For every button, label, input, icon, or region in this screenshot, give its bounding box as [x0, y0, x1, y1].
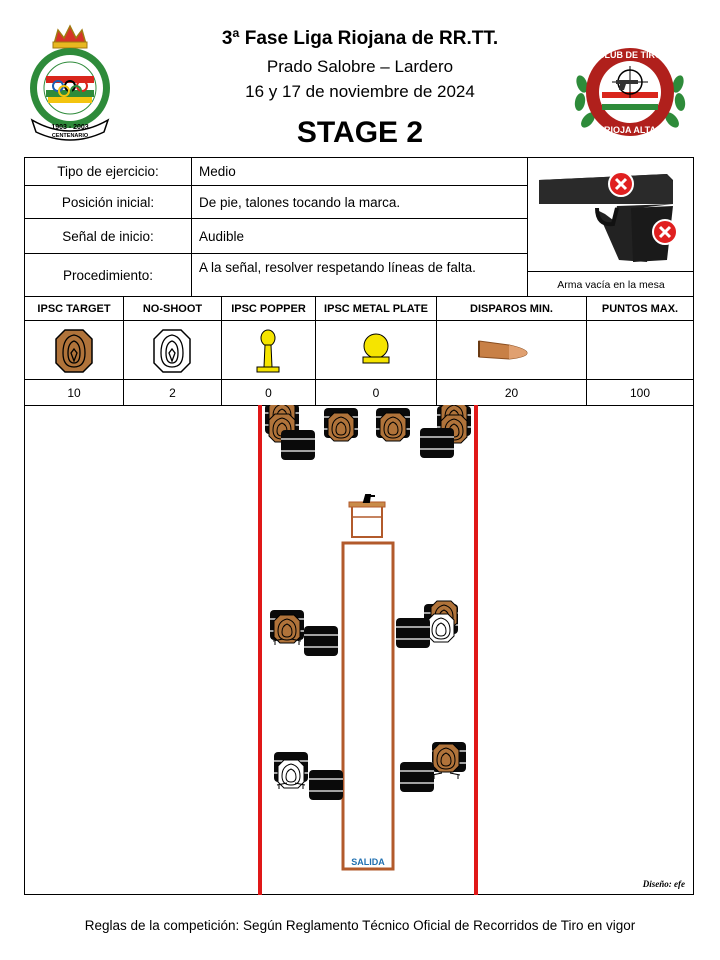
header-no-shoot: NO-SHOOT: [142, 303, 203, 315]
header-disparos: DISPAROS MIN.: [470, 303, 553, 315]
pistol-icon: [535, 164, 685, 268]
info-label-posicion: Posición inicial:: [61, 194, 155, 210]
event-dates: 16 y 17 de noviembre de 2024: [245, 82, 475, 101]
count-popper: 0: [265, 386, 272, 400]
header-puntos: PUNTOS MAX.: [601, 303, 679, 315]
stage-title: STAGE 2: [296, 116, 424, 149]
no-shoot-icon: [153, 329, 191, 373]
count-puntos: 100: [629, 386, 651, 400]
club-top-text: CLUB DE TIRO: [598, 50, 662, 60]
target-group-top-center-left: [324, 408, 358, 441]
federation-logo: [24, 22, 116, 144]
ipsc-target-icon: [55, 329, 93, 373]
info-value-posicion: De pie, talones tocando la marca.: [199, 194, 401, 210]
footer-rules: Reglas de la competición: Según Reglamento Técnico Oficial de Recorridos de Tiro en vigor: [84, 918, 636, 933]
target-group-top-right: [420, 405, 471, 458]
club-logo: [572, 44, 688, 144]
stage-info-table: [24, 157, 694, 297]
event-title: 3ª Fase Liga Riojana de RR.TT.: [221, 28, 499, 49]
targets-table: [24, 296, 694, 406]
info-value-procedimiento: A la señal, resolver respetando líneas de falta.: [199, 259, 476, 275]
logo-years: 1903 - 2003: [51, 124, 89, 131]
count-metal-plate: 0: [372, 386, 380, 400]
target-group-lower-right: [400, 742, 466, 792]
gun-caption: Arma vacía en la mesa: [557, 278, 665, 291]
target-group-middle-left: [270, 610, 338, 656]
info-value-tipo: Medio: [199, 164, 236, 179]
info-label-procedimiento: Procedimiento:: [62, 268, 154, 283]
x-mark-icon: [609, 172, 633, 196]
shooting-box: [343, 543, 393, 869]
target-group-top-left: [265, 405, 315, 460]
x-mark-icon: [653, 220, 677, 244]
stage-layout: [24, 405, 694, 895]
header-ipsc-target: IPSC TARGET: [37, 303, 111, 315]
count-disparos: 20: [504, 386, 519, 400]
count-no-shoot: 2: [169, 386, 176, 400]
info-label-tipo: Tipo de ejercicio:: [57, 164, 159, 179]
header-metal-plate: IPSC METAL PLATE: [324, 303, 428, 315]
target-group-middle-right: [396, 601, 458, 648]
count-ipsc-target: 10: [67, 386, 81, 400]
header-popper: IPSC POPPER: [231, 303, 306, 315]
logo-banner: CENTENARIO: [51, 133, 89, 139]
table-icon: [349, 495, 385, 537]
target-group-top-center-right: [376, 408, 410, 441]
info-label-senal: Señal de inicio:: [62, 228, 154, 244]
popper-icon: [254, 329, 282, 375]
info-value-senal: Audible: [199, 228, 245, 244]
stage-diagram: [25, 405, 695, 895]
crown-icon: [53, 26, 87, 48]
bullet-icon: [475, 335, 531, 363]
event-venue: Prado Salobre – Lardero: [266, 57, 454, 76]
designer-signature: Diseño: efe: [642, 879, 685, 889]
club-bottom-text: RIOJA ALTA: [604, 125, 656, 135]
metal-plate-icon: [361, 333, 391, 365]
target-group-lower-left: [274, 752, 343, 800]
start-label: SALIDA: [351, 857, 385, 867]
